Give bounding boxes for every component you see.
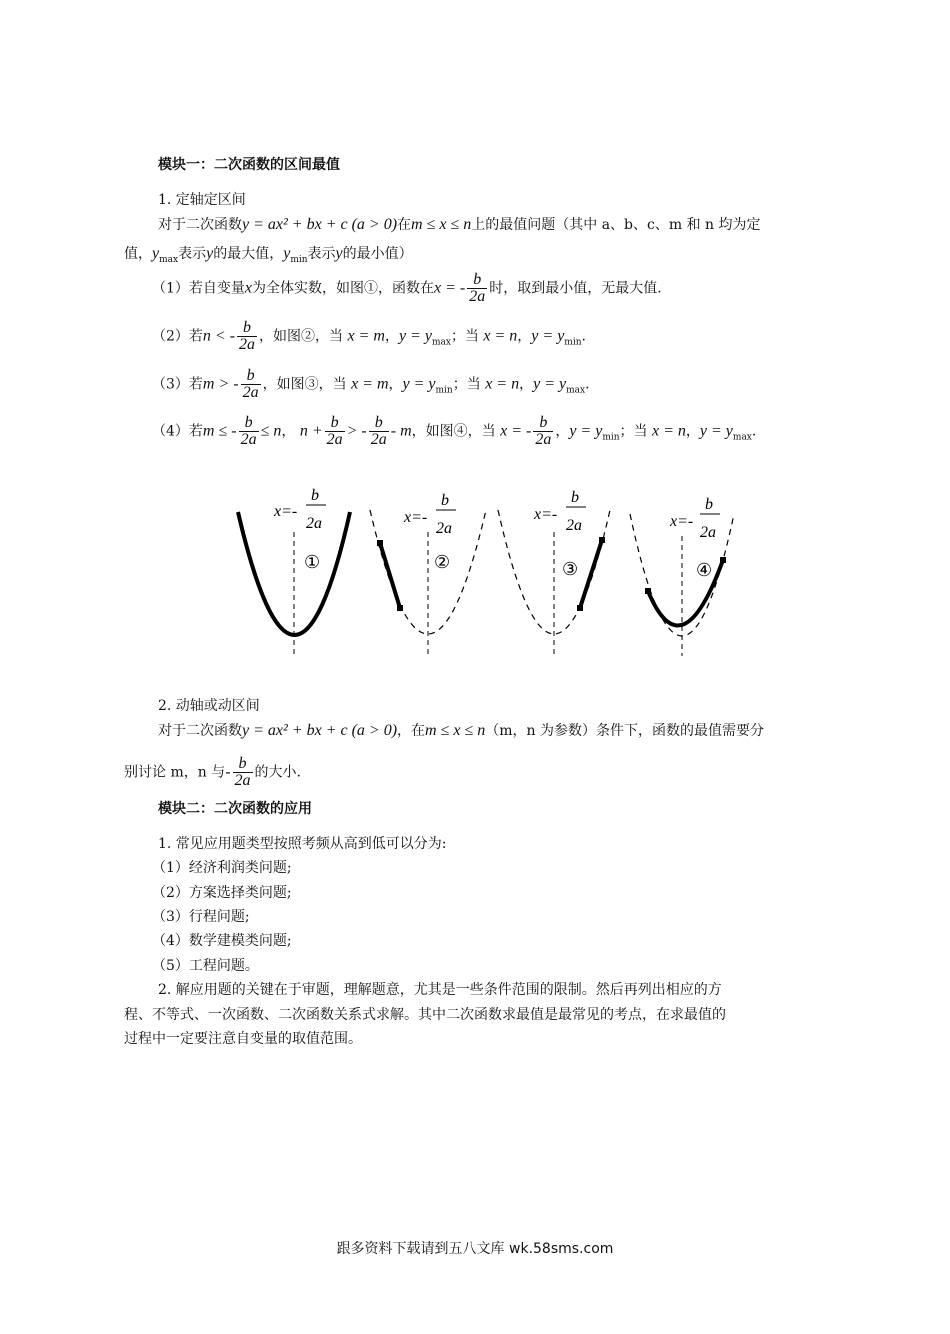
- module2-item-3: （3）行程问题;: [152, 909, 250, 925]
- case-2: （2）若n < - $\frac{b}{2a}$ ，如图②，当 x = m，$y = y_{max}$；当 x = n，$y = y_{min}$.: [152, 319, 586, 353]
- module1-title: 模块一：二次函数的区间最值: [158, 157, 340, 173]
- figure-label-2: ②: [434, 552, 451, 573]
- sec2-line2: 别讨论 m，n 与- $\frac{b}{2a}$ 的大小.: [124, 755, 301, 789]
- module2-p1: 1. 常见应用题类型按照考频从高到低可以分为:: [158, 836, 447, 852]
- module2-p2-line1: 2. 解应用题的关键在于审题，理解题意，尤其是一些条件范围的限制。然后再列出相应的方: [158, 982, 722, 998]
- case-3: （3）若m > - $\frac{b}{2a}$ ，如图③，当 x = m，$y = y_{min}$；当 x = n，$y = y_{max}$.: [152, 367, 590, 401]
- sec1-title: 1. 定轴定区间: [158, 192, 246, 208]
- svg-text:b: b: [571, 489, 579, 506]
- module2-item-4: （4）数学建模类问题;: [152, 933, 292, 949]
- parabola-figures: [230, 478, 750, 663]
- svg-text:2a: 2a: [306, 515, 322, 532]
- svg-text:b: b: [311, 487, 319, 504]
- module2-item-5: （5）工程问题。: [152, 958, 259, 974]
- axis-label-2: x=-: [404, 509, 428, 526]
- module2-item-2: （2）方案选择类问题;: [152, 885, 292, 901]
- figure-2: [370, 492, 486, 656]
- sec1-intro-line2: 值，$y_{max}$表示y的最大值，$y_{min}$表示y的最小值）: [124, 245, 413, 265]
- figure-label-4: ④: [696, 560, 713, 581]
- sec2-title: 2. 动轴或动区间: [158, 698, 260, 714]
- case-4: （4）若m ≤ - $\frac{b}{2a}$ ≤ n， n + $\frac{b}{2a}$ > - $\frac{b}{2a}$ - m，如图④，当 x = - $\frac{b}{2a}$ ，$y = y_{min}$；当 x = n，$y = y_{max}$.: [152, 414, 757, 448]
- module2-p2-line3: 过程中一定要注意自变量的取值范围。: [124, 1031, 362, 1047]
- svg-text:b: b: [441, 492, 449, 509]
- sec1-intro-line1: 对于二次函数y = ax² + bx + c (a > 0)在m ≤ x ≤ n上的最值问题（其中 a、b、c、m 和 n 均为定: [158, 216, 761, 233]
- svg-text:2a: 2a: [566, 517, 582, 534]
- figure-label-1: ①: [304, 552, 321, 573]
- svg-text:b: b: [705, 496, 713, 513]
- module2-title: 模块二：二次函数的应用: [158, 801, 312, 817]
- footer-text: 跟多资料下载请到五八文库 wk.58sms.com: [336, 1241, 614, 1257]
- figure-3: [498, 489, 610, 656]
- figure-4: [630, 496, 734, 656]
- module2-p2-line2: 程、不等式、一次函数、二次函数关系式求解。其中二次函数求最值是最常见的考点，在求最值的: [124, 1007, 726, 1023]
- module2-item-1: （1）经济利润类问题;: [152, 860, 292, 876]
- sec2-line1: 对于二次函数y = ax² + bx + c (a > 0)，在m ≤ x ≤ n（m，n 为参数）条件下，函数的最值需要分: [158, 722, 765, 739]
- quadratic-formula: y = ax² + bx + c (a > 0): [242, 216, 398, 233]
- figure-label-3: ③: [562, 559, 579, 580]
- figure-1: [238, 487, 350, 656]
- svg-text:2a: 2a: [700, 524, 716, 541]
- axis-label-1: x=-: [274, 503, 298, 520]
- interval-formula: m ≤ x ≤ n: [411, 216, 472, 233]
- axis-label-3: x=-: [534, 506, 558, 523]
- svg-text:2a: 2a: [436, 520, 452, 537]
- axis-label-4: x=-: [670, 513, 694, 530]
- case-1: （1）若自变量x为全体实数，如图①，函数在x = - $\frac{b}{2a}$ 时，取到最小值，无最大值.: [152, 271, 662, 305]
